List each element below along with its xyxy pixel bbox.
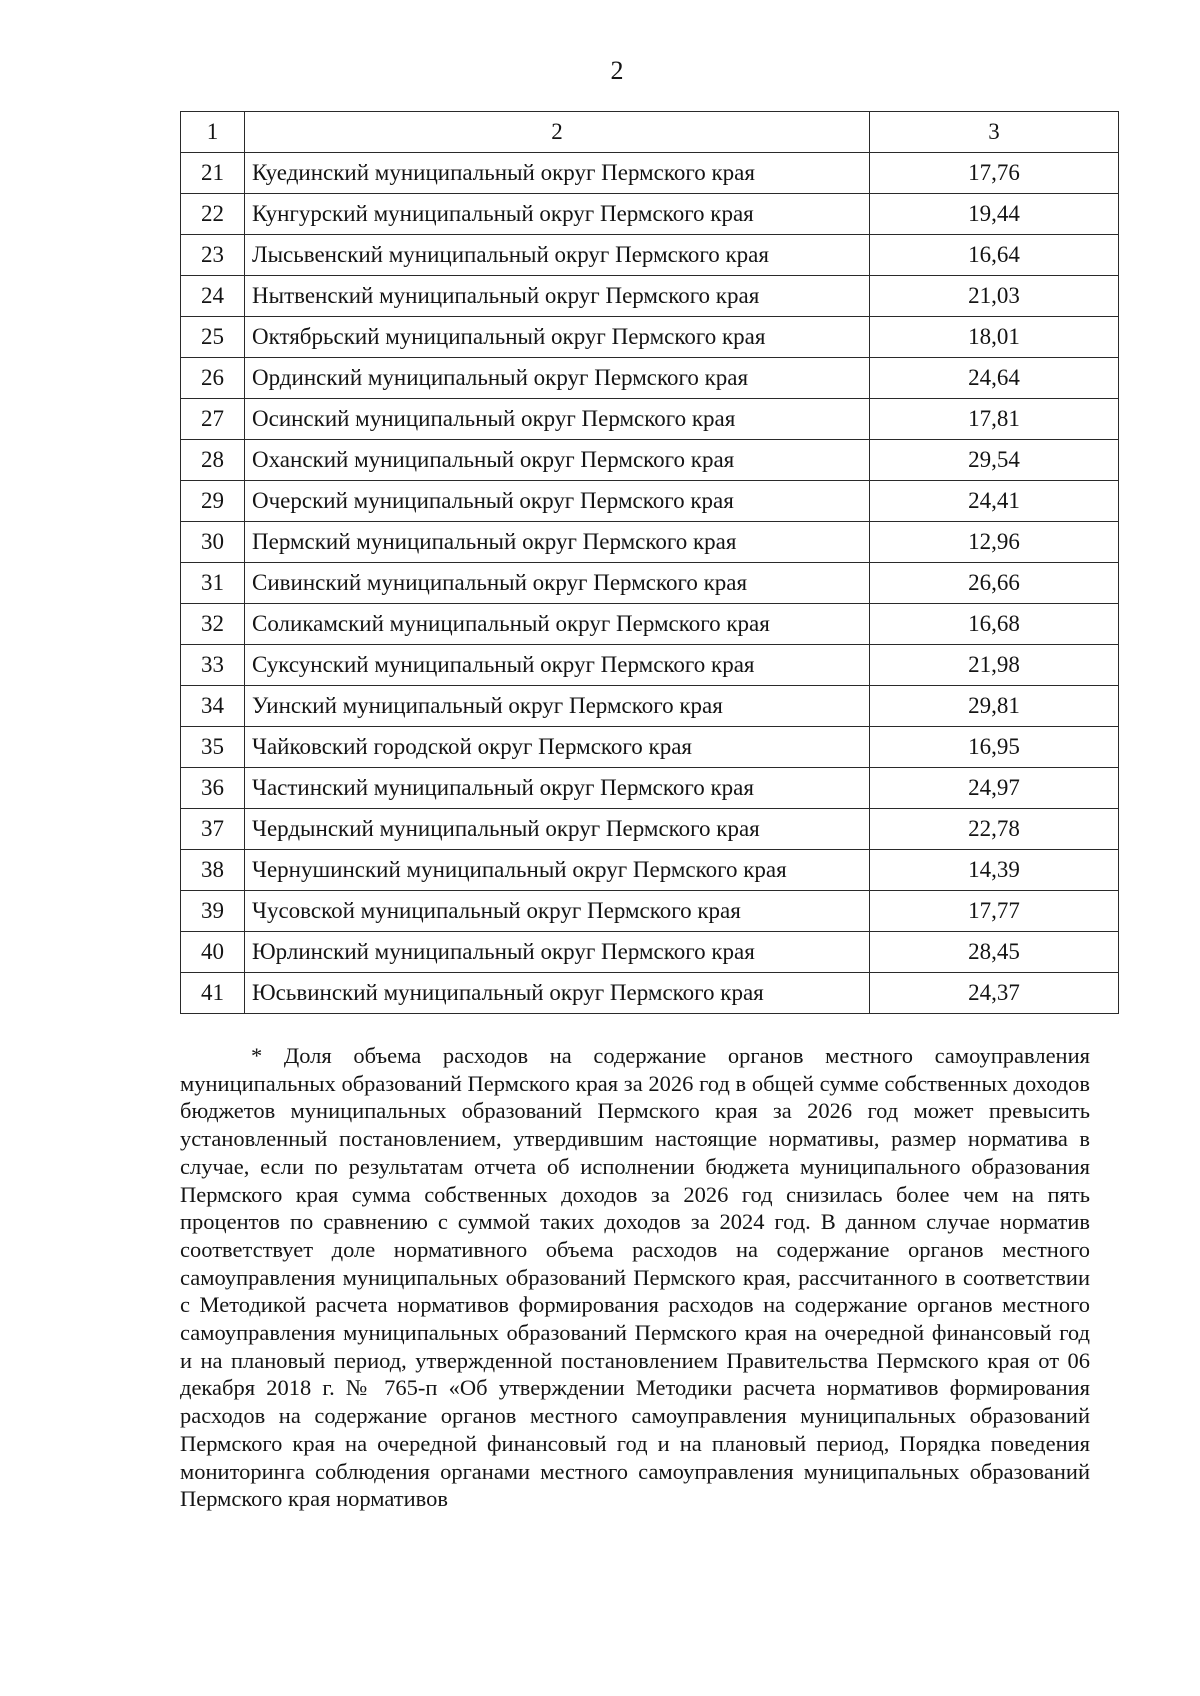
row-number: 35 (181, 727, 245, 768)
norm-value: 16,64 (870, 235, 1119, 276)
row-number: 30 (181, 522, 245, 563)
table-row (181, 891, 1119, 932)
table-row (181, 768, 1119, 809)
municipality-name: Чердынский муниципальный округ Пермского края (245, 809, 870, 850)
municipality-name: Куединский муниципальный округ Пермского края (245, 153, 870, 194)
table-row (181, 317, 1119, 358)
table-row (181, 604, 1119, 645)
municipality-name: Соликамский муниципальный округ Пермского края (245, 604, 870, 645)
table-row (181, 194, 1119, 235)
table-row (181, 809, 1119, 850)
row-number: 36 (181, 768, 245, 809)
municipality-name: Сивинский муниципальный округ Пермского края (245, 563, 870, 604)
municipality-name: Оханский муниципальный округ Пермского края (245, 440, 870, 481)
row-number: 37 (181, 809, 245, 850)
municipality-name: Уинский муниципальный округ Пермского края (245, 686, 870, 727)
table-row (181, 850, 1119, 891)
row-number: 23 (181, 235, 245, 276)
norm-value: 24,97 (870, 768, 1119, 809)
table-row (181, 399, 1119, 440)
row-number: 32 (181, 604, 245, 645)
table-row (181, 645, 1119, 686)
row-number: 27 (181, 399, 245, 440)
municipality-name: Чусовской муниципальный округ Пермского края (245, 891, 870, 932)
table-body (181, 112, 1119, 1014)
row-number: 28 (181, 440, 245, 481)
norm-value: 21,98 (870, 645, 1119, 686)
norm-value: 16,95 (870, 727, 1119, 768)
municipality-name: Нытвенский муниципальный округ Пермского края (245, 276, 870, 317)
norm-value: 14,39 (870, 850, 1119, 891)
municipality-name: Кунгурский муниципальный округ Пермского края (245, 194, 870, 235)
table-row (181, 563, 1119, 604)
norm-value: 24,37 (870, 973, 1119, 1014)
table-row (181, 686, 1119, 727)
municipality-name: Суксунский муниципальный округ Пермского края (245, 645, 870, 686)
header-col-3: 3 (870, 112, 1119, 153)
norm-value: 12,96 (870, 522, 1119, 563)
row-number: 26 (181, 358, 245, 399)
norm-value: 29,54 (870, 440, 1119, 481)
table-row (181, 973, 1119, 1014)
table-header-row (181, 112, 1119, 153)
municipality-name: Осинский муниципальный округ Пермского края (245, 399, 870, 440)
norm-value: 16,68 (870, 604, 1119, 645)
norm-value: 24,64 (870, 358, 1119, 399)
row-number: 29 (181, 481, 245, 522)
municipality-name: Юрлинский муниципальный округ Пермского края (245, 932, 870, 973)
norm-value: 19,44 (870, 194, 1119, 235)
municipality-name: Юсьвинский муниципальный округ Пермского края (245, 973, 870, 1014)
header-col-1: 1 (181, 112, 245, 153)
norm-value: 24,41 (870, 481, 1119, 522)
municipality-name: Лысьвенский муниципальный округ Пермского края (245, 235, 870, 276)
row-number: 40 (181, 932, 245, 973)
table-row (181, 481, 1119, 522)
table-row (181, 440, 1119, 481)
municipality-name: Чайковский городской округ Пермского края (245, 727, 870, 768)
row-number: 24 (181, 276, 245, 317)
norm-value: 18,01 (870, 317, 1119, 358)
table-row (181, 153, 1119, 194)
table-row (181, 522, 1119, 563)
row-number: 25 (181, 317, 245, 358)
row-number: 31 (181, 563, 245, 604)
norm-value: 26,66 (870, 563, 1119, 604)
municipality-name: Ординский муниципальный округ Пермского края (245, 358, 870, 399)
page-number: 2 (610, 56, 624, 85)
footnote-text: * Доля объема расходов на содержание органов местного самоуправления муниципальных образований Пермского края за 2026 год в общей сумме собственных доходов бюджетов муниципальных образований Пермского края за 2026 год может превысить установленный постановлением, утвердившим настоящие нормативы, размер норматива в случае, если по результатам отчета об исполнении бюджета муниципального образования Пермского края сумма собственных доходов за 2026 год снизилась более чем на пять процентов по сравнению с суммой таких доходов за 2024 год. В данном случае норматив соответствует доле нормативного объема расходов на содержание органов местного самоуправления муниципальных образований Пермского края, рассчитанного в соответствии с Методикой расчета нормативов формирования расходов на содержание органов местного самоуправления муниципальных образований Пермского края на очередной финансовый год и на плановый период, утвержденной постановлением Правительства Пермского края от 06 декабря 2018 г. № 765-п «Об утверждении Методики расчета нормативов формирования расходов на содержание органов местного самоуправления муниципальных образований Пермского края на очередной финансовый год и на плановый период, Порядка поведения мониторинга соблюдения органами местного самоуправления муниципальных образований Пермского края нормативов (180, 1043, 1090, 1512)
table-row (181, 932, 1119, 973)
norm-value: 17,76 (870, 153, 1119, 194)
header-col-2: 2 (245, 112, 870, 153)
row-number: 21 (181, 153, 245, 194)
row-number: 39 (181, 891, 245, 932)
row-number: 38 (181, 850, 245, 891)
municipality-name: Октябрьский муниципальный округ Пермского края (245, 317, 870, 358)
norm-value: 29,81 (870, 686, 1119, 727)
norms-table (180, 111, 1119, 1014)
table-row (181, 358, 1119, 399)
table-row (181, 276, 1119, 317)
norm-value: 17,81 (870, 399, 1119, 440)
footnote (180, 1042, 1090, 1513)
municipality-name: Очерский муниципальный округ Пермского края (245, 481, 870, 522)
municipality-name: Пермский муниципальный округ Пермского края (245, 522, 870, 563)
municipality-name: Частинский муниципальный округ Пермского края (245, 768, 870, 809)
row-number: 41 (181, 973, 245, 1014)
table-row (181, 727, 1119, 768)
municipality-name: Чернушинский муниципальный округ Пермского края (245, 850, 870, 891)
table-row (181, 235, 1119, 276)
norm-value: 22,78 (870, 809, 1119, 850)
row-number: 34 (181, 686, 245, 727)
norm-value: 17,77 (870, 891, 1119, 932)
row-number: 22 (181, 194, 245, 235)
row-number: 33 (181, 645, 245, 686)
norm-value: 21,03 (870, 276, 1119, 317)
norm-value: 28,45 (870, 932, 1119, 973)
